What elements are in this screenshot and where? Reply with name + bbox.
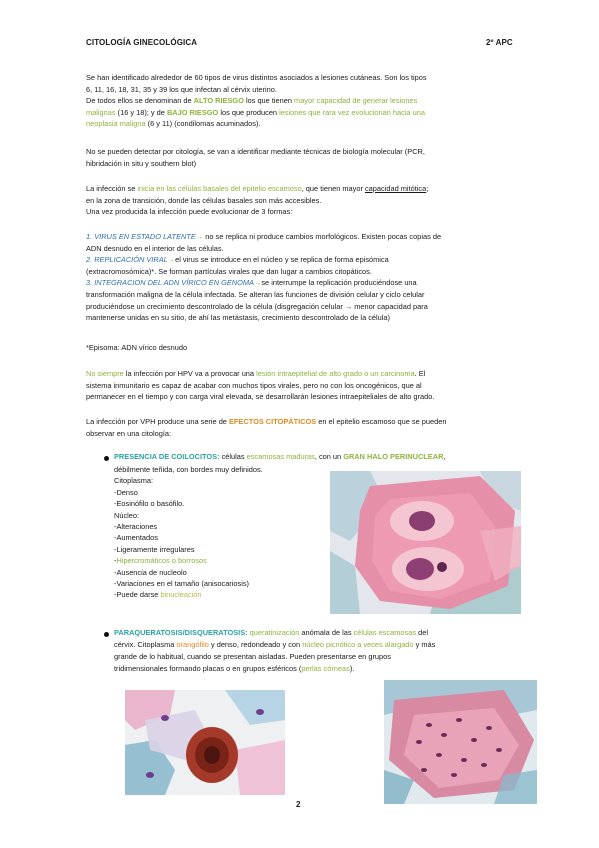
form-1-line-2: ADN desnudo en el interior de las células. [86,243,224,253]
intro-paragraph [86,72,522,130]
lesion-intraepitelial: lesión intraepitelial de alto grado o un carcinoma [256,369,415,378]
lesiones-rara-vez: lesiones que rara vez evolucionan hacia una [279,107,425,117]
coilocitos-line-1 [114,451,445,462]
intro-line-3 [86,95,522,107]
paraq-title: PARAQUERATOSIS/DISQUERATOSIS: [114,628,248,637]
text: en el epitelio escamoso que se pueden [316,417,447,426]
text: los que tienen [243,96,295,106]
perlas-corneas: perlas córneas [301,664,350,673]
text: (16 y 18); y de [115,107,167,117]
text: La infección por VPH produce una serie de [86,417,229,426]
dyskeratosis-micrograph [125,690,285,795]
text: , que tienen mayor [301,184,365,193]
text: De todos ellos se denominan de [86,96,194,106]
nosiempre-paragraph [86,368,522,403]
infection-line-3: Una vez producida la infección puede evolucionar de 3 formas: [86,207,293,217]
text: , [443,452,446,461]
intro-line-2: 6, 11, 16, 18, 31, 35 y 39 los que infectan al cérvix uterino. [86,84,277,94]
infection-line-1 [86,183,522,195]
hipercromaticos: Hipercromáticos o borrosos [116,556,207,566]
form-3-line-2: transformación maligna de la célula infectada. Se alteran las funciones de división celular y ciclo celular [86,289,425,299]
list-item: -Variaciones en el tamaño (anisocariosis) [114,579,250,589]
text: -Puede darse [114,590,161,600]
celulas-escamosas: células escamosas [353,628,417,637]
text: ; [426,184,429,193]
text: células [219,452,247,461]
bajo-riesgo: BAJO RIESGO [166,107,219,117]
alto-riesgo: ALTO RIESGO [193,96,244,106]
form-2-title: 2. REPLICACIÓN VIRAL [86,255,168,265]
nosiempre-line-3: permanecer en el tiempo y con carga viral elevada, se desarrollarán lesiones intraepiteliales de alto grado. [86,392,435,402]
detection-line-2: hibridación in situ y southern blot) [86,158,197,168]
text: la infección por HPV va a provocar una [123,369,257,378]
text: - [114,556,117,566]
list-item: Citoplasma: [114,476,154,486]
infection-line-2: en la zona de transición, donde las células basales son más accesibles. [86,195,322,205]
efectos-citopaticos: EFECTOS CITOPÁTICOS [228,417,317,426]
text: anómala de las [299,628,354,637]
paraq-line-2 [114,639,435,650]
list-item [114,589,263,600]
list-item: -Ligeramente irregulares [114,544,195,554]
efectos-line-1 [86,416,522,428]
text: no se replica ni produce cambios morfológicos. Existen pocas copias de [205,232,442,241]
coilocitos-title: PRESENCIA DE COILOCITOS: [114,452,220,461]
form-2-line-1 [86,254,522,266]
bullet-icon [104,456,109,461]
list-item: -Alteraciones [114,522,158,532]
paraq-line-4 [114,663,354,674]
nosiempre-line-1 [86,368,522,380]
intro-line-4 [86,107,522,119]
list-item: -Aumentados [114,533,158,543]
arrow-icon: → [167,255,176,265]
nucleo-picnotico: núcleo picnótico a veces alargado [302,640,414,649]
efectos-line-2: observar en una citología: [86,428,172,438]
text: el virus se introduce en el núcleo y se replica de forma episómica [175,255,389,265]
list-item: -Eosinófilo o basófilo. [114,499,185,509]
efectos-paragraph [86,416,522,439]
page-number: 2 [296,800,301,809]
paraq-line-3: grande de lo habitual, cuando se presentan aisladas. Pueden presentarse en grupos [114,652,391,661]
escamosas-maduras: escamosas maduras [246,452,315,461]
intro-line-5 [86,118,522,130]
list-item: -Ausencia de nucleolo [114,567,187,577]
text: cérvix. Citoplasma [114,640,177,649]
coilocyte-micrograph [330,471,521,614]
bullet-icon [104,632,109,637]
text: y más [413,640,436,649]
form-3-line-4: mantenerse unidas en su sitio, de ahí las metástasis, crecimiento descontrolado de la célula) [86,313,391,323]
episoma-note: *Episoma: ADN vírico desnudo [86,343,188,352]
text: , con un [314,452,344,461]
inicia-celulas-basales: inicia en las células basales del epitelio escamoso [137,184,302,193]
form-2-line-2: (extracromosómica)*. Se forman partículas virales que dan lugar a cambios citopáticos. [86,266,372,276]
list-item: Núcleo: [114,510,140,520]
text: y denso, redondeado y con [208,640,303,649]
paraq-line-1 [114,627,428,638]
form-3-title: 3. INTEGRACION DEL ADN VÍRICO EN GENOMA [86,278,254,288]
document-header-title: CITOLOGÍA GINECOLÓGICA [86,38,198,47]
mayor-capacidad: mayor capacidad de generar lesiones [294,96,418,106]
detection-line-1: No se pueden detectar por citología, se van a identificar mediante técnicas de biología molecular (PCR, [86,147,425,156]
intro-line-1: Se han identificado alrededor de 60 tipos de virus distintos asociados a lesiones cutáneas. Son los tipos [86,73,427,82]
malignas: malignas [86,107,116,117]
text: se interrumpe la replicación produciéndose una [261,278,417,288]
capacidad-mitotica: capacidad mitótica [364,184,427,193]
binucleacion: binucleación [160,590,202,600]
text: tridimensionales formando placas o en grupos esféricos ( [114,664,302,673]
coilocitos-line-2: débilmente teñida, con bordes muy definidos. [114,465,263,474]
list-item [114,555,263,566]
form-1-title: 1. VIRUS EN ESTADO LATENTE [86,232,196,241]
text: del [416,628,428,637]
text: los que producen [218,107,280,117]
form-3-line-1 [86,277,522,289]
list-item: -Denso [114,487,138,497]
text: . El [414,369,426,378]
infection-paragraph [86,183,522,218]
queratinizacion: queratinización [247,628,300,637]
coilocitos-list [114,464,263,601]
arrow-icon: → [253,278,262,288]
no-siempre: No siempre [86,369,124,378]
pearl-micrograph [384,680,537,804]
text: La infección se [86,184,138,193]
text: ). [349,664,355,673]
form-1-line-1 [86,231,522,243]
forms-list [86,231,522,324]
text: (6 y 11) (condilomas acuminados). [145,119,261,129]
detection-paragraph [86,146,522,169]
neoplasia-maligna: neoplasia maligna [86,119,146,129]
document-header-course: 2º APC [486,38,513,47]
form-3-line-3: produciéndose un crecimiento descontrolado de la célula (disgregación celular → menor capacidad para [86,301,428,311]
nosiempre-line-2: sistema inmunitario es capaz de acabar con muchos tipos virales, pero no con los oncogénicos, que al [86,380,422,390]
arrow-icon: → [195,232,204,241]
gran-halo: GRAN HALO PERINUCLEAR [343,452,444,461]
orangofilo: orangófilo [176,640,209,649]
